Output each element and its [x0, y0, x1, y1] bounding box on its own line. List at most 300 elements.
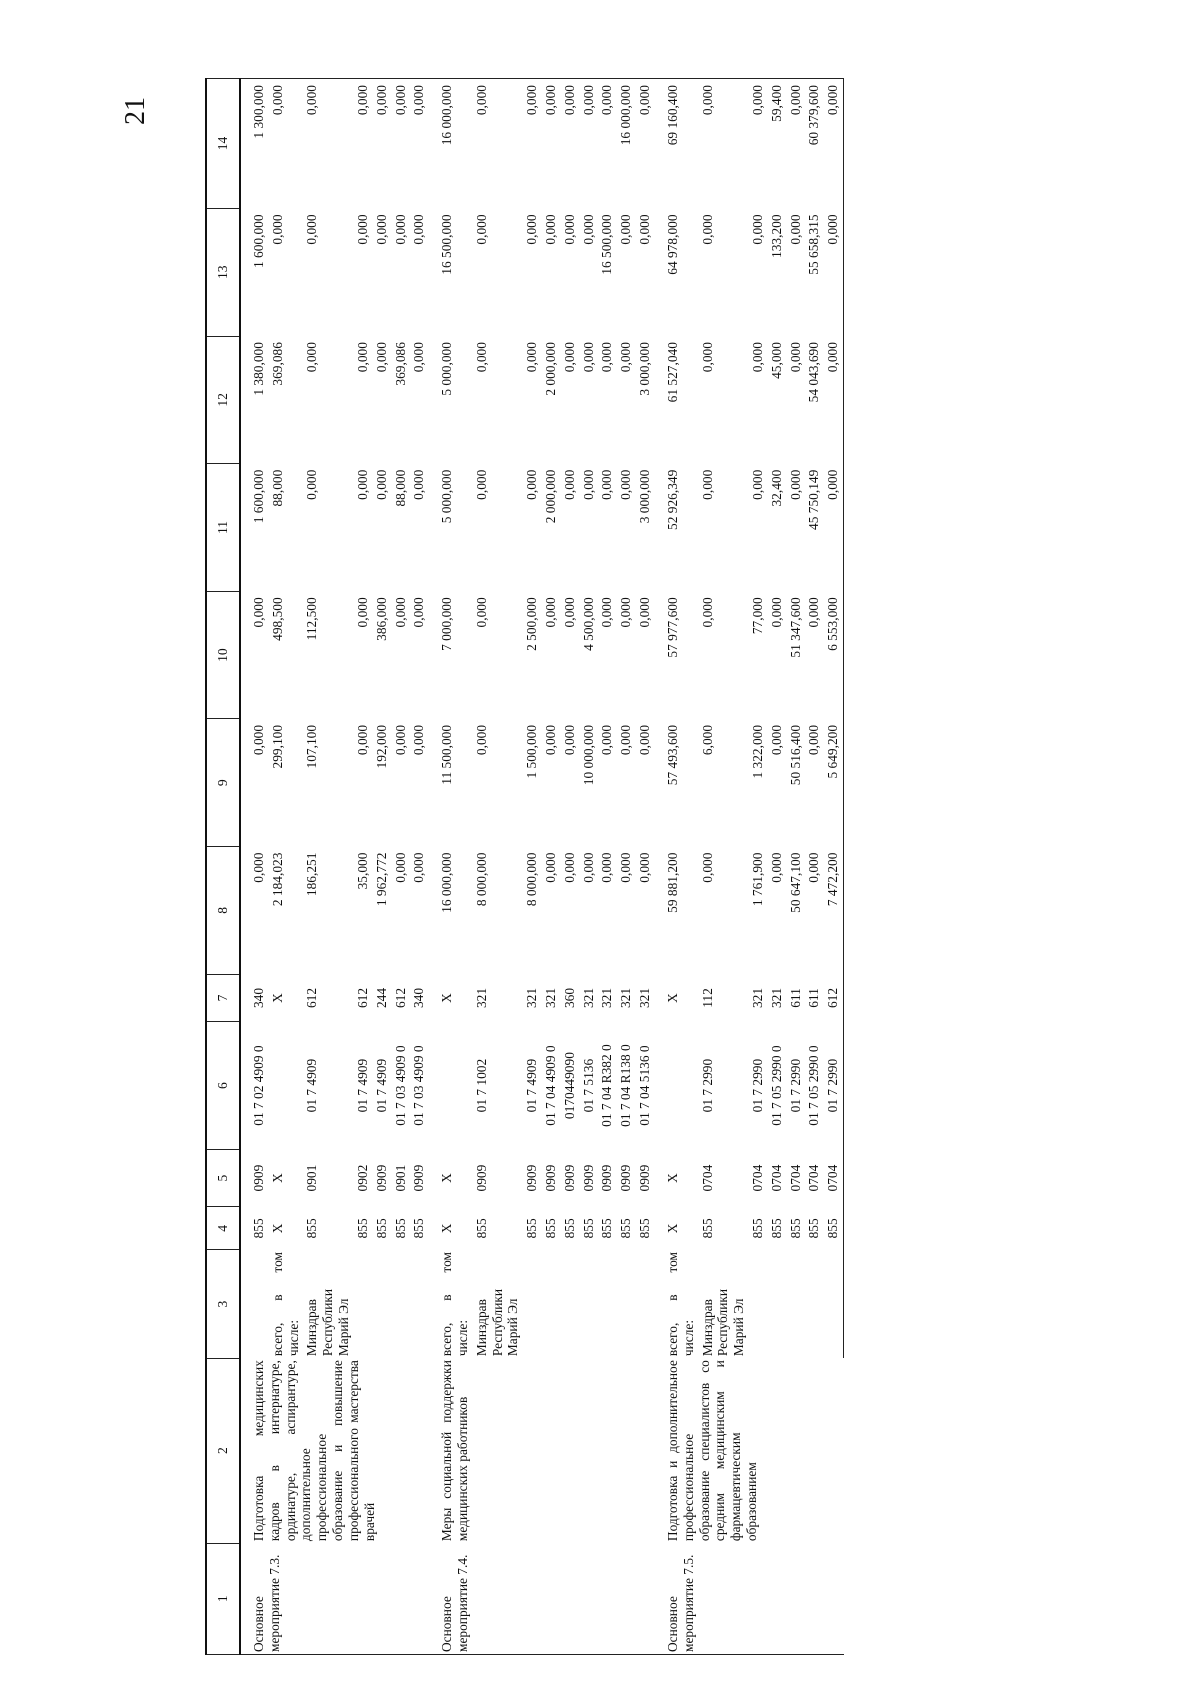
section-code-cell: 0704 [787, 1164, 803, 1192]
amount-cell-col8: 0,000 [618, 852, 634, 883]
grbs-code-cell: 855 [543, 1218, 558, 1239]
grbs-code-cell: X [664, 1223, 680, 1234]
target-article-cell: 01 7 2990 [699, 1058, 715, 1113]
amount-cell-col14: 0,000 [354, 79, 373, 209]
executor-cell: Минздрав Республики Марий Эл [304, 1288, 352, 1357]
amount-cell-col13: 0,000 [392, 214, 408, 245]
executor-cell: всего, в том числе: [664, 1251, 696, 1357]
grbs-code-cell: X [269, 1223, 285, 1234]
amount-cell-col10: 498,500 [269, 597, 285, 641]
executor-cell [354, 1250, 373, 1358]
amount-cell-col10: 0,000 [806, 597, 822, 628]
amount-cell-col9: 0,000 [561, 724, 577, 756]
column-number-4: 4 [206, 1207, 240, 1250]
amount-cell-col9: 5 649,200 [824, 719, 843, 847]
grbs-code-cell: 855 [580, 1218, 596, 1239]
amount-cell-col11: 0,000 [473, 469, 489, 500]
amount-cell-col14: 16 000,000 [429, 79, 473, 209]
amount-cell-col9: 0,000 [251, 724, 266, 756]
amount-cell-col13: 0,000 [580, 214, 596, 245]
expense-type-cell: 321 [473, 987, 489, 1009]
amount-cell-col9: 1 500,000 [524, 724, 540, 779]
amount-cell-col8: 0,000 [543, 852, 558, 883]
amount-cell-col8: 16 000,000 [439, 852, 455, 913]
amount-cell-col13: 0,000 [699, 214, 715, 245]
amount-cell-col8: 0,000 [411, 852, 427, 883]
amount-cell-col14: 0,000 [523, 79, 542, 209]
amount-cell-col13: 16 500,000 [439, 214, 455, 275]
amount-cell-col9: 0,000 [411, 724, 427, 756]
amount-cell-col10: 0,000 [699, 597, 715, 628]
grbs-code-cell: 855 [373, 1218, 389, 1239]
amount-cell-col13: 0,000 [373, 214, 389, 245]
amount-cell-col9: 6,000 [699, 724, 715, 756]
amount-cell-col10: 51 347,600 [787, 597, 803, 658]
section-code-cell: 0909 [637, 1164, 653, 1192]
target-article-cell: 01 7 4909 [524, 1058, 540, 1113]
column-number-7: 7 [206, 974, 240, 1022]
amount-cell-col13: 0,000 [304, 214, 320, 245]
executor-cell: всего, в том числе: [269, 1251, 301, 1357]
grbs-code-cell: 855 [354, 1218, 370, 1239]
target-article-cell: 01 7 2990 [787, 1058, 803, 1113]
amount-cell-col11: 88,000 [269, 469, 285, 507]
amount-cell-col13: 1 600,000 [251, 214, 266, 268]
amount-cell-col8: 0,000 [699, 852, 715, 883]
column-number-header [206, 79, 240, 1655]
amount-cell-col11: 88,000 [392, 469, 408, 507]
section-code-cell: 0909 [251, 1164, 266, 1192]
executor-cell [410, 1250, 429, 1358]
executor-cell [240, 1250, 269, 1358]
amount-cell-col14: 60 379,600 [805, 79, 824, 209]
amount-cell-col8: 0,000 [561, 852, 577, 883]
expense-type-cell: 340 [411, 987, 427, 1009]
amount-cell-col9: 0,000 [543, 724, 558, 756]
amount-cell-col9: 0,000 [599, 724, 615, 756]
amount-cell-col10: 0,000 [637, 597, 653, 628]
amount-cell-col11: 52 926,349 [664, 469, 680, 530]
amount-cell-col10: 386,000 [373, 597, 389, 641]
amount-cell-col11: 0,000 [618, 469, 634, 500]
target-article-cell [429, 1022, 473, 1150]
amount-cell-col9: 0,000 [768, 724, 784, 756]
amount-cell-col9: 50 516,400 [787, 724, 803, 786]
amount-cell-col11: 0,000 [411, 469, 427, 500]
measure-description: Подготовка медицинских кадров в интернатуре, ординатуре, аспирантуре, дополнительное профессиональное образование и повышение профессионального мастерства врачей [251, 1360, 377, 1542]
amount-cell-col14: 0,000 [598, 79, 617, 209]
column-number-3: 3 [206, 1250, 240, 1358]
target-article-cell: 01 7 2990 [824, 1022, 843, 1150]
amount-cell-col10: 0,000 [599, 597, 615, 628]
amount-cell-col9: 0,000 [473, 724, 489, 756]
amount-cell-col9: 107,100 [304, 724, 320, 769]
amount-cell-col10: 2 500,000 [524, 597, 540, 651]
column-number-13: 13 [206, 208, 240, 336]
amount-cell-col13: 0,000 [787, 214, 803, 245]
section-code-cell: 0704 [699, 1164, 715, 1192]
amount-cell-col13: 0,000 [524, 214, 540, 245]
section-code-cell: 0909 [580, 1164, 596, 1192]
amount-cell-col13: 16 500,000 [599, 214, 615, 275]
expense-type-cell: 340 [251, 987, 266, 1009]
expense-type-cell: 611 [787, 988, 803, 1008]
section-code-cell: 0902 [354, 1164, 370, 1192]
executor-cell: всего, в том числе: [439, 1251, 470, 1357]
amount-cell-col8: 186,251 [304, 852, 320, 897]
amount-cell-col9: 0,000 [354, 724, 370, 756]
amount-cell-col13: 0,000 [749, 214, 765, 245]
amount-cell-col8: 0,000 [768, 852, 784, 883]
target-article-cell: 01 7 05 2990 0 [806, 1045, 822, 1126]
expense-type-cell: X [664, 993, 680, 1003]
amount-cell-col8: 59 881,200 [664, 852, 680, 913]
amount-cell-col12: 61 527,040 [664, 342, 680, 403]
amount-cell-col11: 0,000 [561, 469, 577, 500]
amount-cell-col12: 45,000 [768, 342, 784, 379]
amount-cell-col12: 0,000 [618, 342, 634, 373]
amount-cell-col12: 0,000 [354, 342, 370, 373]
executor-cell [824, 1250, 843, 1358]
amount-cell-col10: 0,000 [561, 597, 577, 628]
amount-cell-col9: 11 500,000 [439, 724, 455, 785]
amount-cell-col11: 0,000 [304, 469, 320, 500]
amount-cell-col11: 3 000,000 [637, 469, 653, 524]
amount-cell-col13: 133,200 [768, 214, 784, 258]
amount-cell-col9: 192,000 [373, 724, 389, 769]
section-code-cell: 0704 [824, 1149, 843, 1206]
amount-cell-col14: 0,000 [787, 79, 806, 209]
expense-type-cell: 360 [561, 987, 577, 1009]
executor-cell [749, 1250, 768, 1358]
amount-cell-col10: 0,000 [354, 597, 370, 628]
expense-type-cell: 321 [524, 987, 540, 1009]
amount-cell-col12: 2 000,000 [543, 342, 558, 396]
amount-cell-col10: 77,000 [749, 597, 765, 635]
section-code-cell: 0704 [749, 1164, 765, 1192]
executor-cell [598, 1250, 617, 1358]
executor-cell [580, 1250, 599, 1358]
amount-cell-col8: 0,000 [580, 852, 596, 883]
target-article-cell [269, 1022, 304, 1150]
amount-cell-col12: 369,086 [269, 342, 285, 386]
expense-type-cell: 612 [354, 987, 370, 1009]
target-article-cell: 01 7 4909 [373, 1058, 389, 1113]
target-article-cell: 01 7 04 5136 0 [637, 1045, 653, 1126]
grbs-code-cell: 855 [749, 1218, 765, 1239]
grbs-code-cell: 855 [304, 1218, 320, 1239]
amount-cell-col8: 0,000 [392, 852, 408, 883]
grbs-code-cell: 855 [618, 1218, 634, 1239]
executor-cell [542, 1250, 561, 1358]
amount-cell-col11: 0,000 [524, 469, 540, 500]
section-code-cell: 0901 [304, 1164, 320, 1192]
amount-cell-col11: 1 600,000 [251, 469, 266, 524]
amount-cell-col11: 45 750,149 [806, 469, 822, 530]
target-article-cell: 0170449090 [561, 1052, 577, 1120]
grbs-code-cell: 855 [637, 1218, 653, 1239]
column-number-2: 2 [206, 1358, 240, 1543]
amount-cell-col9: 10 000,000 [580, 724, 596, 786]
amount-cell-col12: 1 380,000 [251, 342, 266, 396]
grbs-code-cell: 855 [473, 1218, 489, 1239]
section-code-cell: 0909 [524, 1164, 540, 1192]
amount-cell-col12: 0,000 [373, 342, 389, 373]
amount-cell-col11: 0,000 [354, 469, 370, 500]
amount-cell-col12: 0,000 [411, 342, 427, 373]
amount-cell-col14: 0,000 [699, 79, 749, 209]
amount-cell-col14: 59,400 [768, 79, 787, 209]
amount-cell-col11: 5 000,000 [439, 469, 455, 524]
section-code-cell: 0909 [543, 1164, 558, 1192]
expense-type-cell: 112 [699, 988, 715, 1008]
target-article-cell: 01 7 03 4909 0 [392, 1045, 408, 1126]
amount-cell-col11: 0,000 [373, 469, 389, 500]
amount-cell-col14: 0,000 [749, 79, 768, 209]
target-article-cell [655, 1022, 699, 1150]
target-article-cell: 01 7 1002 [473, 1058, 489, 1113]
amount-cell-col12: 0,000 [599, 342, 615, 373]
amount-cell-col10: 112,500 [304, 597, 320, 641]
section-code-cell: X [439, 1173, 455, 1183]
amount-cell-col11: 0,000 [580, 469, 596, 500]
section-code-cell: X [269, 1173, 285, 1183]
section-code-cell: 0909 [599, 1164, 615, 1192]
amount-cell-col13: 0,000 [543, 214, 558, 245]
column-number-10: 10 [206, 591, 240, 719]
amount-cell-col14: 0,000 [473, 79, 523, 209]
amount-cell-col13: 0,000 [637, 214, 653, 245]
amount-cell-col10: 0,000 [392, 597, 408, 628]
measure-name: Основное мероприятие 7.3. [240, 1543, 429, 1654]
expense-type-cell: 244 [373, 987, 389, 1009]
budget-table [205, 78, 844, 1655]
column-number-11: 11 [206, 464, 240, 592]
measure-name: Основное мероприятие 7.5. [655, 1543, 844, 1654]
section-code-cell: 0704 [768, 1164, 784, 1192]
amount-cell-col12: 0,000 [787, 342, 803, 373]
target-article-cell: 01 7 04 R382 0 [599, 1044, 615, 1127]
measure-description: Подготовка и дополнительное профессиональное образование специалистов со средним медицинским и фармацевтическим образованием [664, 1360, 759, 1542]
grbs-code-cell: 855 [768, 1218, 784, 1239]
executor-cell [768, 1250, 787, 1358]
amount-cell-col12: 0,000 [561, 342, 577, 373]
expense-type-cell: X [439, 993, 455, 1003]
amount-cell-col12: 0,000 [524, 342, 540, 373]
expense-type-cell: 321 [599, 987, 615, 1009]
amount-cell-col9: 0,000 [806, 724, 822, 756]
target-article-cell: 01 7 03 4909 0 [411, 1045, 427, 1126]
amount-cell-col8: 0,000 [599, 852, 615, 883]
amount-cell-col12: 0,000 [824, 336, 843, 464]
amount-cell-col9: 0,000 [618, 724, 634, 756]
amount-cell-col14: 0,000 [410, 79, 429, 209]
expense-type-cell: 321 [580, 987, 596, 1009]
section-code-cell: 0909 [373, 1164, 389, 1192]
amount-cell-col11: 0,000 [787, 469, 803, 500]
executor-cell [523, 1250, 542, 1358]
executor-cell [373, 1250, 392, 1358]
amount-cell-col13: 0,000 [411, 214, 427, 245]
grbs-code-cell: 855 [561, 1218, 577, 1239]
grbs-code-cell: 855 [824, 1207, 843, 1250]
column-number-8: 8 [206, 847, 240, 975]
amount-cell-col10: 0,000 [411, 597, 427, 628]
executor-cell: Минздрав Республики Марий Эл [473, 1288, 521, 1357]
table-row [429, 79, 473, 1655]
amount-cell-col10: 0,000 [618, 597, 634, 628]
amount-cell-col8: 8 000,000 [473, 852, 489, 907]
section-code-cell: 0909 [618, 1164, 634, 1192]
table-body [240, 79, 844, 1655]
section-code-cell: 0901 [392, 1164, 408, 1192]
amount-cell-col14: 69 160,400 [655, 79, 699, 209]
executor-cell: Минздрав Республики Марий Эл [699, 1288, 747, 1357]
amount-cell-col8: 0,000 [637, 852, 653, 883]
executor-cell [617, 1250, 636, 1358]
executor-cell [805, 1250, 824, 1358]
executor-cell [636, 1250, 655, 1358]
amount-cell-col9: 0,000 [392, 724, 408, 756]
amount-cell-col12: 54 043,690 [806, 342, 822, 403]
amount-cell-col14: 16 000,000 [617, 79, 636, 209]
amount-cell-col13: 55 658,315 [806, 214, 822, 275]
amount-cell-col14: 1 300,000 [240, 79, 269, 209]
measure-name: Основное мероприятие 7.4. [429, 1543, 655, 1654]
amount-cell-col8: 8 000,000 [524, 852, 540, 907]
executor-cell [392, 1250, 411, 1358]
target-article-cell: 01 7 05 2990 0 [768, 1045, 784, 1126]
target-article-cell: 01 7 4909 [304, 1058, 320, 1113]
amount-cell-col13: 0,000 [354, 214, 370, 245]
amount-cell-col13: 0,000 [561, 214, 577, 245]
amount-cell-col14: 0,000 [636, 79, 655, 209]
page-number: 21 [120, 97, 151, 125]
amount-cell-col11: 2 000,000 [543, 469, 558, 524]
amount-cell-col10: 7 000,000 [439, 597, 455, 651]
amount-cell-col12: 0,000 [304, 342, 320, 373]
amount-cell-col12: 3 000,000 [637, 342, 653, 396]
amount-cell-col9: 1 322,000 [749, 724, 765, 779]
section-code-cell: 0704 [806, 1164, 822, 1192]
amount-cell-col10: 0,000 [543, 597, 558, 628]
grbs-code-cell: 855 [787, 1218, 803, 1239]
grbs-code-cell: 855 [806, 1218, 822, 1239]
amount-cell-col14: 0,000 [269, 79, 304, 209]
amount-cell-col13: 0,000 [269, 214, 285, 245]
amount-cell-col8: 7 472,200 [824, 847, 843, 975]
amount-cell-col11: 0,000 [599, 469, 615, 500]
column-number-5: 5 [206, 1149, 240, 1206]
target-article-cell: 01 7 4909 [354, 1058, 370, 1113]
amount-cell-col10: 0,000 [473, 597, 489, 628]
expense-type-cell: 321 [618, 987, 634, 1009]
amount-cell-col11: 0,000 [749, 469, 765, 500]
amount-cell-col8: 50 647,100 [787, 852, 803, 913]
expense-type-cell: 321 [543, 987, 558, 1009]
amount-cell-col9: 0,000 [637, 724, 653, 756]
column-number-1: 1 [206, 1543, 240, 1654]
amount-cell-col10: 4 500,000 [580, 597, 596, 651]
amount-cell-col13: 0,000 [824, 208, 843, 336]
amount-cell-col9: 299,100 [269, 724, 285, 769]
table-row [240, 79, 269, 1655]
amount-cell-col8: 0,000 [251, 852, 266, 883]
amount-cell-col13: 0,000 [618, 214, 634, 245]
amount-cell-col8: 2 184,023 [269, 852, 285, 907]
executor-cell [787, 1250, 806, 1358]
column-number-9: 9 [206, 719, 240, 847]
column-number-12: 12 [206, 336, 240, 464]
target-article-cell: 01 7 5136 [580, 1058, 596, 1113]
amount-cell-col12: 5 000,000 [439, 342, 455, 396]
target-article-cell: 01 7 02 4909 0 [251, 1045, 266, 1126]
grbs-code-cell: 855 [392, 1218, 408, 1239]
amount-cell-col12: 0,000 [749, 342, 765, 373]
amount-cell-col14: 0,000 [561, 79, 580, 209]
amount-cell-col12: 0,000 [699, 342, 715, 373]
expense-type-cell: 611 [806, 988, 822, 1008]
amount-cell-col10: 0,000 [768, 597, 784, 628]
grbs-code-cell: 855 [599, 1218, 615, 1239]
amount-cell-col14: 0,000 [373, 79, 392, 209]
grbs-code-cell: 855 [251, 1218, 266, 1239]
expense-type-cell: 321 [749, 987, 765, 1009]
executor-cell [561, 1250, 580, 1358]
amount-cell-col12: 0,000 [473, 342, 489, 373]
expense-type-cell: X [269, 993, 285, 1003]
section-code-cell: X [664, 1173, 680, 1183]
table-row [655, 79, 699, 1655]
target-article-cell: 01 7 2990 [749, 1058, 765, 1113]
expense-type-cell: 321 [768, 987, 784, 1009]
column-number-6: 6 [206, 1022, 240, 1150]
amount-cell-col14: 0,000 [542, 79, 561, 209]
amount-cell-col12: 0,000 [580, 342, 596, 373]
amount-cell-col8: 1 761,900 [749, 852, 765, 907]
amount-cell-col8: 1 962,772 [373, 852, 389, 907]
expense-type-cell: 321 [637, 987, 653, 1009]
amount-cell-col9: 57 493,600 [664, 724, 680, 786]
target-article-cell: 01 7 04 4909 0 [543, 1045, 558, 1126]
amount-cell-col10: 0,000 [251, 597, 266, 628]
amount-cell-col14: 0,000 [303, 79, 353, 209]
grbs-code-cell: 855 [699, 1218, 715, 1239]
expense-type-cell: 612 [392, 987, 408, 1009]
amount-cell-col14: 0,000 [580, 79, 599, 209]
amount-cell-col8: 35,000 [354, 852, 370, 890]
expense-type-cell: 612 [824, 974, 843, 1022]
amount-cell-col11: 32,400 [768, 469, 784, 507]
amount-cell-col11: 0,000 [824, 464, 843, 592]
amount-cell-col10: 6 553,000 [824, 591, 843, 719]
amount-cell-col14: 0,000 [824, 79, 843, 209]
grbs-code-cell: 855 [411, 1218, 427, 1239]
amount-cell-col11: 0,000 [699, 469, 715, 500]
measure-description: Меры социальной поддержки медицинских работников [439, 1360, 470, 1542]
grbs-code-cell: 855 [524, 1218, 540, 1239]
grbs-code-cell: X [439, 1223, 455, 1234]
amount-cell-col10: 57 977,600 [664, 597, 680, 658]
amount-cell-col8: 0,000 [806, 852, 822, 883]
section-code-cell: 0909 [411, 1164, 427, 1192]
amount-cell-col13: 64 978,000 [664, 214, 680, 275]
column-number-14: 14 [206, 79, 240, 209]
amount-cell-col12: 369,086 [392, 342, 408, 386]
amount-cell-col13: 0,000 [473, 214, 489, 245]
amount-cell-col14: 0,000 [392, 79, 411, 209]
expense-type-cell: 612 [304, 987, 320, 1009]
